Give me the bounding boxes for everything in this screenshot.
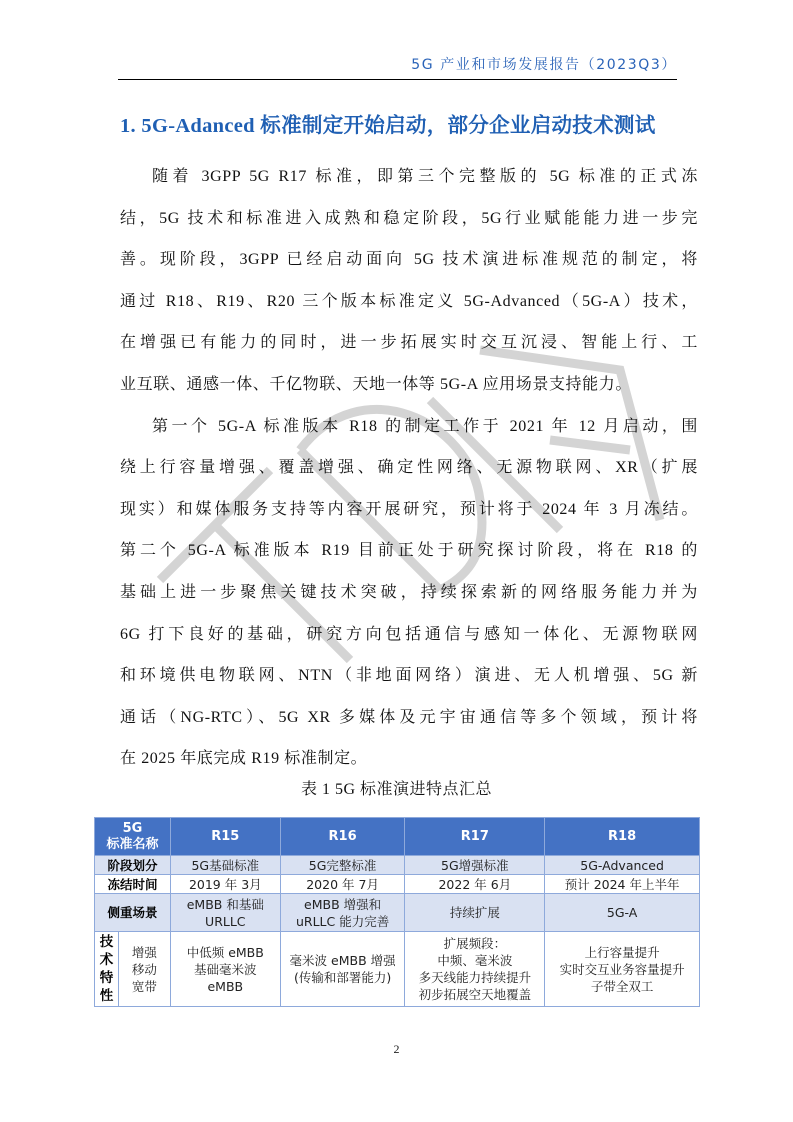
row-group-label xyxy=(95,932,119,1007)
paragraph-line: 和环境供电物联网、NTN（非地面网络）演进、无人机增强、5G 新 xyxy=(120,667,698,685)
cell-line: 移动 xyxy=(131,961,157,977)
paragraph-line: 6G 打下良好的基础，研究方向包括通信与感知一体化、无源物联网 xyxy=(120,625,698,643)
cell-line: 初步拓展空天地覆盖 xyxy=(418,987,532,1002)
table-cell xyxy=(280,894,405,932)
corner-line-1: 5G xyxy=(122,820,143,836)
table-cell: 2022 年 6月 xyxy=(405,875,545,894)
running-header: 5G 产业和市场发展报告（2023Q3） xyxy=(411,57,677,73)
table-row-freeze xyxy=(95,875,700,894)
column-header-r15: R15 xyxy=(170,818,280,856)
table-cell: 5G增强标准 xyxy=(405,856,545,875)
cell-line: eMBB xyxy=(207,978,244,994)
cell-line: (传输和部署能力) xyxy=(293,970,392,985)
table-cell: 5G-Advanced xyxy=(545,856,700,875)
table-cell: 2020 年 7月 xyxy=(280,875,405,894)
cell-line: 中低频 eMBB xyxy=(186,944,264,960)
table-row-tech xyxy=(95,932,700,1007)
table-cell xyxy=(405,932,545,1007)
paragraph-line: 绕上行容量增强、覆盖增强、确定性网络、无源物联网、XR（扩展 xyxy=(120,459,698,477)
cell-line: 实时交互业务容量提升 xyxy=(559,961,685,977)
paragraph-line: 在 2025 年底完成 R19 标准制定。 xyxy=(120,750,368,768)
vertical-label: 技术特性 xyxy=(99,934,114,1004)
header-rule xyxy=(118,79,677,80)
paragraph-line: 善。现阶段，3GPP 已经启动面向 5G 技术演进标准规范的制定，将 xyxy=(120,251,698,269)
table-row-stage xyxy=(95,856,700,875)
row-label: 冻结时间 xyxy=(95,875,171,894)
cell-line: eMBB 和基础 xyxy=(186,896,264,912)
table-cell: 2019 年 3月 xyxy=(170,875,280,894)
row-label: 侧重场景 xyxy=(95,894,171,932)
paragraph-line: 第一个 5G-A 标准版本 R18 的制定工作于 2021 年 12 月启动，围 xyxy=(152,417,698,435)
cell-line: 上行容量提升 xyxy=(584,944,660,960)
table-caption: 表 1 5G 标准演进特点汇总 xyxy=(300,781,493,798)
row-sub-label xyxy=(118,932,170,1007)
table-cell xyxy=(170,894,280,932)
paragraph-line: 结，5G 技术和标准进入成熟和稳定阶段，5G行业赋能能力进一步完 xyxy=(120,209,698,227)
table-corner-header xyxy=(95,818,171,856)
paragraph-line: 通过 R18、R19、R20 三个版本标准定义 5G-Advanced（5G-A）技术， xyxy=(120,292,698,310)
paragraph-line: 随着 3GPP 5G R17 标准，即第三个完整版的 5G 标准的正式冻 xyxy=(152,168,698,185)
paragraph-line: 在增强已有能力的同时，进一步拓展实时交互沉浸、智能上行、工 xyxy=(120,334,698,352)
table-header-row xyxy=(95,818,700,856)
paragraph-2 xyxy=(120,406,698,780)
paragraph-line: 业互联、通感一体、千亿物联、天地一体等 5G-A 应用场景支持能力。 xyxy=(120,375,632,393)
table-row-focus xyxy=(95,894,700,932)
table-cell: 持续扩展 xyxy=(405,894,545,932)
page-number: 2 xyxy=(393,1042,400,1056)
table-cell: 5G完整标准 xyxy=(280,856,405,875)
section-heading: 1. 5G-Adanced 标准制定开始启动，部分企业启动技术测试 xyxy=(120,115,656,137)
cell-line: 增强 xyxy=(131,944,157,960)
paragraph-1 xyxy=(120,156,698,406)
cell-line: 多天线能力持续提升 xyxy=(418,970,532,985)
cell-line: 中频、毫米波 xyxy=(437,953,513,968)
table-cell: 预计 2024 年上半年 xyxy=(545,875,700,894)
paragraph-line: 基础上进一步聚焦关键技术突破，持续探索新的网络服务能力并为 xyxy=(120,583,698,601)
table-cell xyxy=(545,932,700,1007)
cell-line: 基础毫米波 xyxy=(194,961,257,977)
cell-line: eMBB 增强和 xyxy=(304,896,382,912)
column-header-r18: R18 xyxy=(545,818,700,856)
cell-line: 宽带 xyxy=(131,978,157,994)
table-cell: 5G基础标准 xyxy=(170,856,280,875)
cell-line: 扩展频段： xyxy=(443,936,507,951)
cell-line: URLLC xyxy=(205,913,246,929)
cell-line: uRLLC 能力完善 xyxy=(295,913,390,929)
cell-line: 毫米波 eMBB 增强 xyxy=(289,953,396,968)
body-text xyxy=(120,156,698,780)
row-label: 阶段划分 xyxy=(95,856,171,875)
column-header-r17: R17 xyxy=(405,818,545,856)
paragraph-line: 现实）和媒体服务支持等内容开展研究，预计将于 2024 年 3 月冻结。 xyxy=(120,500,698,518)
standards-table xyxy=(94,817,700,1007)
paragraph-line: 通话（NG-RTC）、5G XR 多媒体及元宇宙通信等多个领域，预计将 xyxy=(120,708,698,726)
corner-line-2: 标准名称 xyxy=(106,836,159,852)
cell-line: 子带全双工 xyxy=(590,978,654,994)
column-header-r16: R16 xyxy=(280,818,405,856)
table-cell xyxy=(280,932,405,1007)
table-cell xyxy=(170,932,280,1007)
paragraph-line: 第二个 5G-A 标准版本 R19 目前正处于研究探讨阶段，将在 R18 的 xyxy=(120,542,698,560)
table-cell: 5G-A xyxy=(545,894,700,932)
